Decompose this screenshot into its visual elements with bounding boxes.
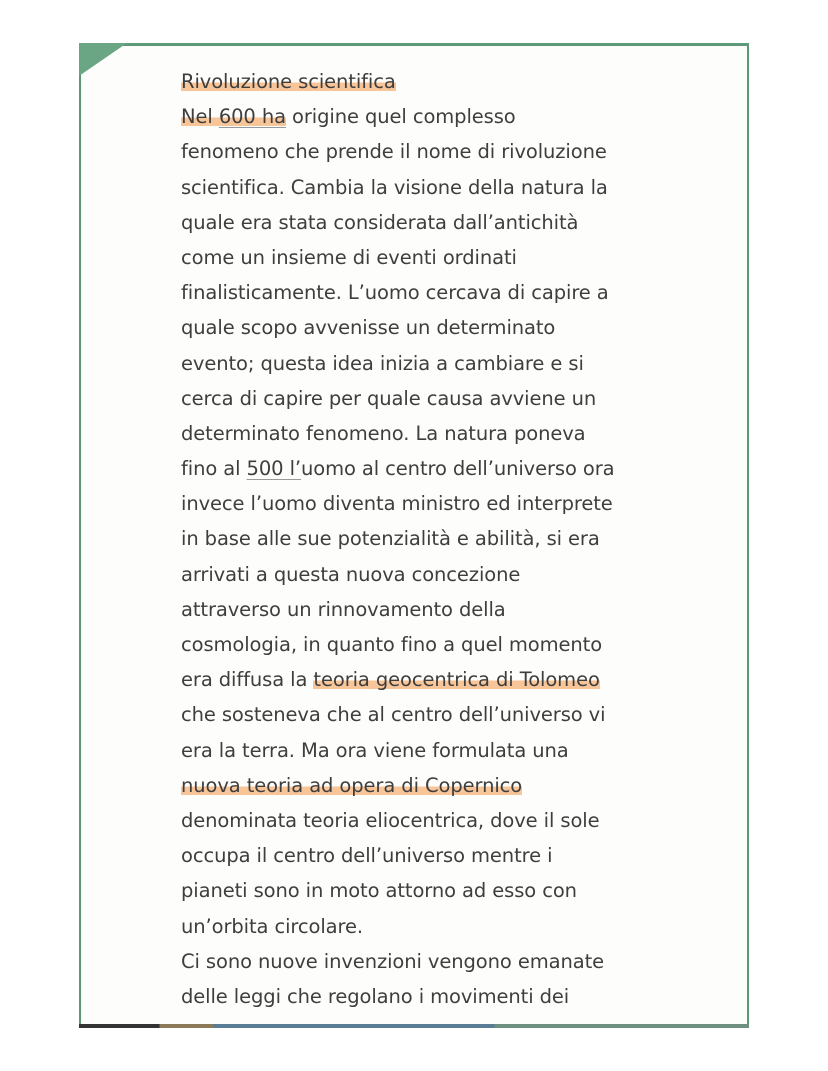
text-segment: quale era stata considerata dall’antichità [181, 210, 579, 234]
text-segment: scientifica. Cambia la visione della natura la [181, 175, 608, 199]
text-line [181, 99, 741, 134]
text-line [181, 662, 741, 697]
text-line [181, 346, 741, 381]
text-line [181, 381, 741, 416]
text-line [181, 697, 741, 732]
text-segment: come un insieme di eventi ordinati [181, 245, 517, 269]
underlined-text: 500 l’ [246, 457, 301, 481]
text-line [181, 838, 741, 873]
text-line [181, 944, 741, 979]
text-line [181, 416, 741, 451]
text-line [181, 240, 741, 275]
text-segment: delle leggi che regolano i movimenti dei [181, 984, 570, 1008]
text-segment: uomo al centro dell’universo ora [300, 457, 615, 481]
text-segment: era diffusa la [181, 668, 314, 692]
text-line [181, 733, 741, 768]
text-segment: origine quel complesso [285, 105, 516, 129]
folded-corner [79, 43, 127, 76]
highlighted-text: nuova teoria ad opera di Copernico [181, 773, 523, 797]
text-segment: finalisticamente. L’uomo cercava di capire a [181, 281, 609, 305]
page-bottom-edge [79, 1024, 749, 1028]
text-segment: che sosteneva che al centro dell’universo vi [181, 703, 606, 727]
text-segment: era la terra. Ma ora viene formulata una [181, 738, 569, 762]
text-line [181, 170, 741, 205]
text-segment: attraverso un rinnovamento della [181, 597, 506, 621]
document-title [181, 64, 741, 99]
text-line [181, 205, 741, 240]
text-segment: pianeti sono in moto attorno ad esso con [181, 879, 577, 903]
text-segment: cerca di capire per quale causa avviene un [181, 386, 597, 410]
text-line [181, 592, 741, 627]
text-line [181, 521, 741, 556]
document-body [181, 64, 741, 1014]
text-line [181, 557, 741, 592]
text-segment: fenomeno che prende il nome di rivoluzione [181, 140, 607, 164]
highlighted-text: Nel [181, 105, 219, 129]
text-segment: cosmologia, in quanto fino a quel momento [181, 633, 603, 656]
text-line [181, 310, 741, 345]
text-segment: Ci sono nuove invenzioni vengono emanate [181, 949, 605, 973]
text-segment: un’orbita circolare. [181, 914, 363, 938]
text-line [181, 134, 741, 169]
text-segment: fino al [181, 457, 247, 481]
text-segment: denominata teoria eliocentrica, dove il sole [181, 808, 600, 832]
highlighted-text: 600 ha [218, 105, 286, 129]
text-segment: determinato fenomeno. La natura poneva [181, 421, 586, 445]
text-segment: invece l’uomo diventa ministro ed interprete [181, 492, 613, 516]
text-line [181, 873, 741, 908]
text-line [181, 627, 741, 662]
text-line [181, 909, 741, 944]
text-line [181, 486, 741, 521]
text-segment: quale scopo avvenisse un determinato [181, 316, 556, 340]
text-segment: in base alle sue potenzialità e abilità, si era [181, 527, 600, 551]
text-segment: evento; questa idea inizia a cambiare e si [181, 351, 584, 375]
highlighted-text: teoria geocentrica di Tolomeo [313, 668, 600, 692]
text-line [181, 979, 741, 1014]
text-line [181, 803, 741, 838]
text-segment: occupa il centro dell’universo mentre i [181, 844, 553, 868]
text-line [181, 768, 741, 803]
text-line [181, 275, 741, 310]
text-line [181, 451, 741, 486]
text-segment: arrivati a questa nuova concezione [181, 562, 521, 586]
highlighted-text: Rivoluzione scientifica [181, 70, 396, 93]
